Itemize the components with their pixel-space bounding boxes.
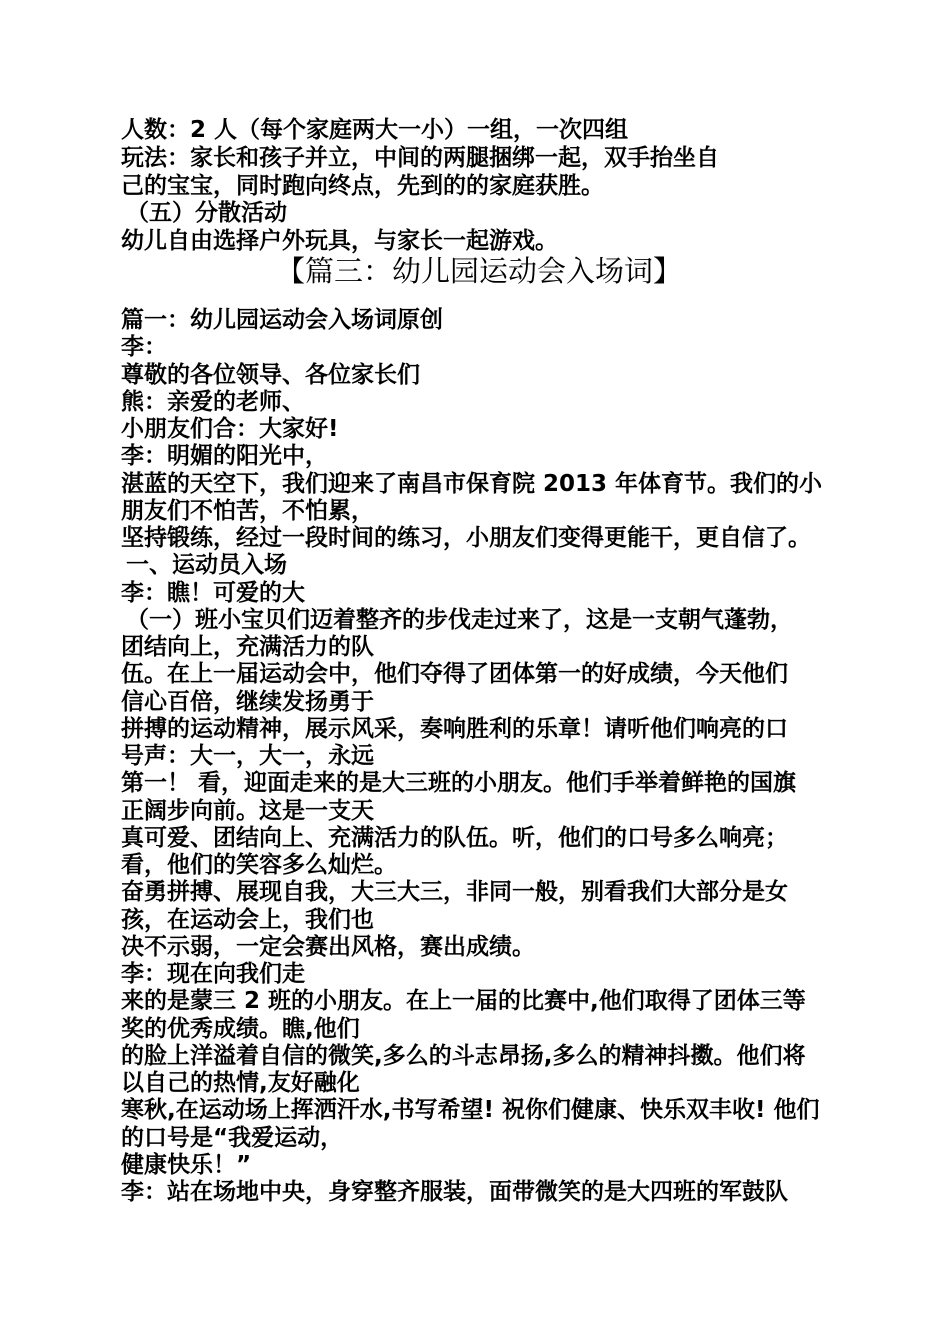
text-line: 尊敬的各位领导、各位家长们 <box>121 362 420 388</box>
text-line: 湛蓝的天空下，我们迎来了南昌市保育院 2013 年体育节。我们的小 <box>121 471 823 497</box>
text-line: （一）班小宝贝们迈着整齐的步伐走过来了，这是一支朝气蓬勃， <box>126 607 793 633</box>
text-line: 的脸上洋溢着自信的微笑,多么的斗志昂扬,多么的精神抖擞。他们将 <box>121 1043 806 1069</box>
text-line: 熊：亲爱的老师、 <box>121 389 305 415</box>
text-line: 团结向上，充满活力的队 <box>121 634 374 660</box>
text-line: （五）分散活动 <box>126 200 287 226</box>
text-line: 己的宝宝，同时跑向终点，先到的的家庭获胜。 <box>121 173 604 199</box>
text-line: 人数：2 人（每个家庭两大一小）一组，一次四组 <box>121 117 629 143</box>
text-line: 第一！ 看，迎面走来的是大三班的小朋友。他们手举着鲜艳的国旗 <box>121 770 797 796</box>
text-line: 奋勇拼搏、展现自我，大三大三，非同一般，别看我们大部分是女 <box>121 879 788 905</box>
text-line: 幼儿自由选择户外玩具，与家长一起游戏。 <box>121 228 558 254</box>
text-line: 李：瞧！可爱的大 <box>121 580 305 606</box>
text-line: 朋友们不怕苦，不怕累， <box>121 498 374 524</box>
text-line: 的口号是“我爱运动， <box>121 1125 344 1151</box>
text-line: 玩法：家长和孩子并立，中间的两腿捆绑一起，双手抬坐自 <box>121 145 719 171</box>
text-line: 篇一：幼儿园运动会入场词原创 <box>121 307 443 333</box>
text-line: 看，他们的笑容多么灿烂。 <box>121 852 397 878</box>
text-line: 决不示弱，一定会赛出风格，赛出成绩。 <box>121 934 535 960</box>
text-line: 孩，在运动会上，我们也 <box>121 907 374 933</box>
text-line: 号声：大一，大一，永远 <box>121 743 374 769</box>
text-line: 寒秋,在运动场上挥洒汗水,书写希望! 祝你们健康、快乐双丰收! 他们 <box>121 1097 820 1123</box>
text-line: 李：现在向我们走 <box>121 961 305 987</box>
text-line: 奖的优秀成绩。瞧,他们 <box>121 1016 360 1042</box>
text-line: 李：站在场地中央，身穿整齐服装，面带微笑的是大四班的军鼓队 <box>121 1179 788 1205</box>
text-line: 信心百倍，继续发扬勇于 <box>121 689 374 715</box>
text-line: 拼搏的运动精神，展示风采，奏响胜利的乐章！请听他们响亮的口 <box>121 716 788 742</box>
text-line: 伍。在上一届运动会中，他们夺得了团体第一的好成绩，今天他们 <box>121 661 788 687</box>
text-line: 正阔步向前。这是一支天 <box>121 798 374 824</box>
text-line: 来的是蒙三 2 班的小朋友。在上一届的比赛中,他们取得了团体三等 <box>121 988 806 1014</box>
text-line: 李：明媚的阳光中， <box>121 443 328 469</box>
text-line: 一、运动员入场 <box>126 552 287 578</box>
text-line: 坚持锻练，经过一段时间的练习，小朋友们变得更能干，更自信了。 <box>121 525 811 551</box>
text-line: 真可爱、团结向上、充满活力的队伍。听，他们的口号多么响亮； <box>121 825 788 851</box>
text-line: 李： <box>121 334 167 360</box>
text-line: 健康快乐！” <box>121 1152 252 1178</box>
text-line: 小朋友们合：大家好! <box>121 416 339 442</box>
text-line: 以自己的热情,友好融化 <box>121 1070 360 1096</box>
section-heading: 【篇三：幼儿园运动会入场词】 <box>276 254 683 288</box>
